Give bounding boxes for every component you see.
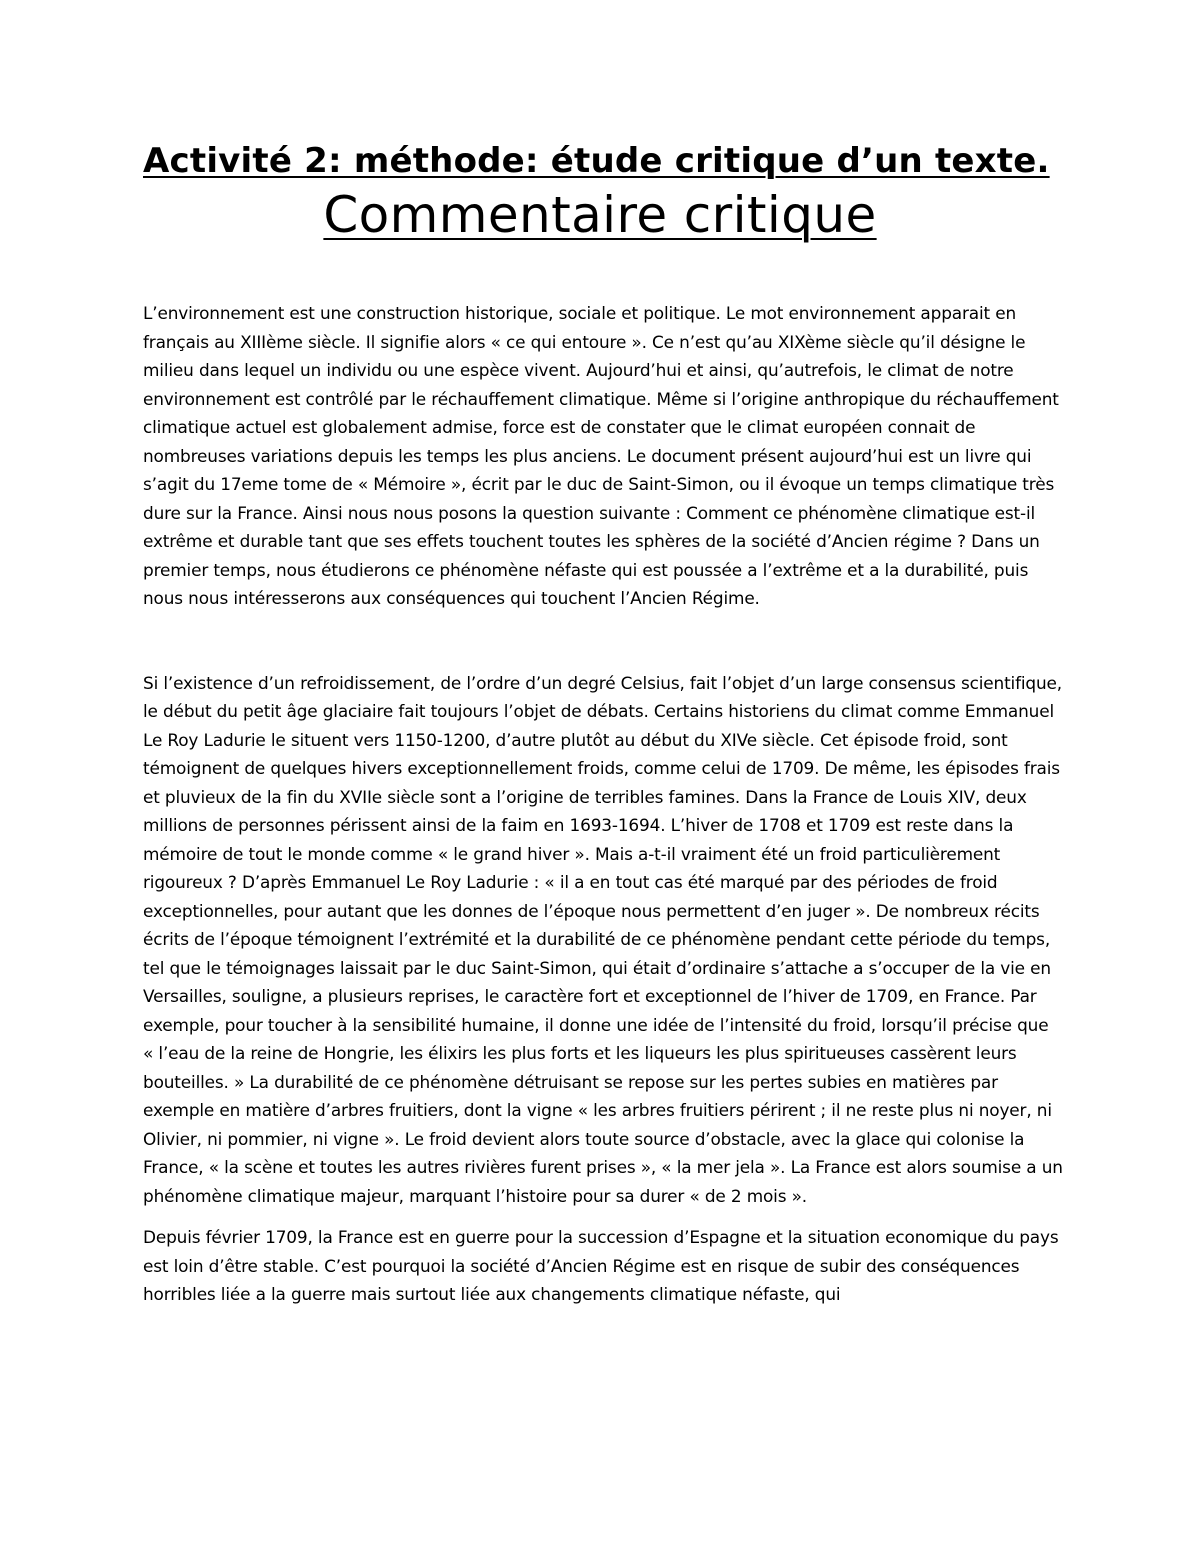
document-body <box>143 140 1063 1309</box>
paragraph-introduction: L’environnement est une construction historique, sociale et politique. Le mot environnement apparait en français au XIIIème siècle. Il signifie alors « ce qui entoure ». Ce n’est qu’au XIXème siècle qu’il désigne le milieu dans lequel un individu ou une espèce vivent. Aujourd’hui et ainsi, qu’autrefois, le climat de notre environnement est contrôlé par le réchauffement climatique. Même si l’origine anthropique du réchauffement climatique actuel est globalement admise, force est de constater que le climat européen connait de nombreuses variations depuis les temps les plus anciens. Le document présent aujourd’hui est un livre qui s’agit du 17eme tome de « Mémoire », écrit par le duc de Saint-Simon, ou il évoque un temps climatique très dure sur la France. Ainsi nous nous posons la question suivante : Comment ce phénomène climatique est-il extrême et durable tant que ses effets touchent toutes les sphères de la société d’Ancien régime ? Dans un premier temps, nous étudierons ce phénomène néfaste qui est poussée a l’extrême et a la durabilité, puis nous nous intéresserons aux conséquences qui touchent l’Ancien Régime. <box>143 303 1059 608</box>
paragraph-consequences: Depuis février 1709, la France est en guerre pour la succession d’Espagne et la situation economique du pays est loin d’être stable. C’est pourquoi la société d’Ancien Régime est en risque de subir des conséquences horribles liée a la guerre mais surtout liée aux changements climatique néfaste, qui <box>143 1227 1059 1304</box>
activity-heading: Activité 2: méthode: étude critique d’un texte. <box>143 141 1050 181</box>
document-subtitle: Commentaire critique <box>323 186 877 244</box>
paragraph-grand-hiver: Si l’existence d’un refroidissement, de l’ordre d’un degré Celsius, fait l’objet d’un large consensus scientifique, le début du petit âge glaciaire fait toujours l’objet de débats. Certains historiens du climat comme Emmanuel Le Roy Ladurie le situent vers 1150-1200, d’autre plutôt au début du XIVe siècle. Cet épisode froid, sont témoignent de quelques hivers exceptionnellement froids, comme celui de 1709. De même, les épisodes frais et pluvieux de la fin du XVIIe siècle sont a l’origine de terribles famines. Dans la France de Louis XIV, deux millions de personnes périssent ainsi de la faim en 1693-1694. L’hiver de 1708 et 1709 est reste dans la mémoire de tout le monde comme « le grand hiver ». Mais a-t-il vraiment été un froid particulièrement rigoureux ? D’après Emmanuel Le Roy Ladurie : « il a en tout cas été marqué par des périodes de froid exceptionnelles, pour autant que les donnes de l’époque nous permettent d’en juger ». De nombreux récits écrits de l’époque témoignent l’extrémité et la durabilité de ce phénomène pendant cette période du temps, tel que le témoignages laissait par le duc Saint-Simon, qui était d’ordinaire s’attache a s’occuper de la vie en Versailles, souligne, a plusieurs reprises, le caractère fort et exceptionnel de l’hiver de 1709, en France. Par exemple, pour toucher à la sensibilité humaine, il donne une idée de l’intensité du froid, lorsqu’il précise que « l’eau de la reine de Hongrie, les élixirs les plus forts et les liqueurs les plus spiritueuses cassèrent leurs bouteilles. » La durabilité de ce phénomène détruisant se repose sur les pertes subies en matières par exemple en matière d’arbres fruitiers, dont la vigne « les arbres fruitiers périrent ; il ne reste plus ni noyer, ni Olivier, ni pommier, ni vigne ». Le froid devient alors toute source d’obstacle, avec la glace qui colonise la France, « la scène et toutes les autres rivières furent prises », « la mer jela ». La France est alors soumise a un phénomène climatique majeur, marquant l’histoire pour sa durer « de 2 mois ». <box>143 672 1063 1206</box>
